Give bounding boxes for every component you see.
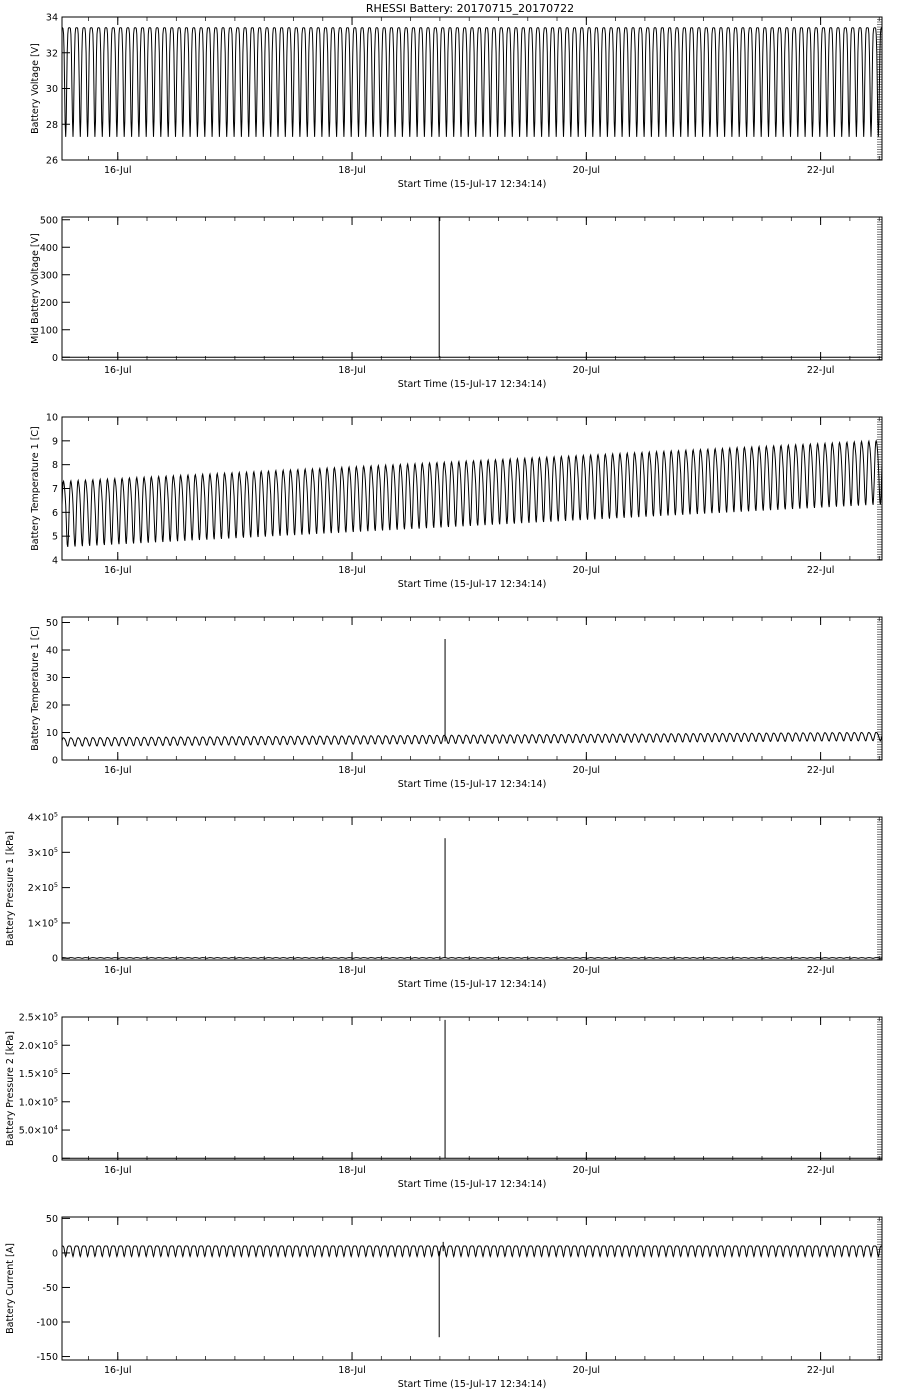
y-tick-label: 300 xyxy=(39,270,58,282)
y-axis-title: Battery Pressure 1 [kPa] xyxy=(5,831,16,946)
y-tick-exponent: 5 xyxy=(53,845,58,854)
x-minor-ticks xyxy=(89,1217,880,1360)
y-tick-label xyxy=(28,811,58,824)
y-tick-label xyxy=(28,881,58,894)
y-tick-exponent: 4 xyxy=(53,1123,58,1132)
y-tick-mantissa: 2×10 xyxy=(27,883,54,895)
y-tick-label: -150 xyxy=(36,1352,58,1364)
y-tick-mantissa: 1.5×10 xyxy=(18,1069,54,1081)
y-axis-title: Battery Temperature 1 [C] xyxy=(30,426,41,551)
x-tick-label: 20-Jul xyxy=(572,965,601,976)
y-tick-mantissa: 0 xyxy=(51,1153,58,1165)
x-tick-label: 22-Jul xyxy=(806,965,835,976)
x-minor-ticks xyxy=(89,1017,880,1160)
x-tick-label: 22-Jul xyxy=(806,765,835,776)
panel-1 xyxy=(30,13,882,191)
x-tick-label: 20-Jul xyxy=(572,565,601,576)
x-tick-label: 16-Jul xyxy=(104,365,132,376)
x-tick-label: 22-Jul xyxy=(806,1365,835,1376)
x-minor-ticks xyxy=(89,817,880,960)
y-tick-label xyxy=(19,1095,58,1108)
y-tick-label: 4 xyxy=(51,555,58,567)
series-line xyxy=(62,1246,882,1256)
y-tick-exponent: 5 xyxy=(53,881,58,890)
y-axis-title: Battery Current [A] xyxy=(5,1243,16,1334)
y-tick-label: 40 xyxy=(45,645,58,657)
x-tick-label: 20-Jul xyxy=(572,365,601,376)
y-tick-label xyxy=(52,1154,58,1165)
y-tick-exponent: 5 xyxy=(53,1067,58,1076)
y-tick-label xyxy=(19,1011,58,1024)
panel-4 xyxy=(30,617,882,790)
x-tick-label: 18-Jul xyxy=(338,965,366,976)
right-axis-minor-ticks xyxy=(877,1020,882,1160)
y-tick-label xyxy=(52,954,58,965)
y-tick-label: 10 xyxy=(45,412,58,424)
y-tick-label xyxy=(28,846,58,859)
y-tick-label: 0 xyxy=(51,352,58,364)
x-tick-label: 22-Jul xyxy=(806,1165,835,1176)
x-tick-label: 16-Jul xyxy=(104,1365,132,1376)
series-line xyxy=(62,958,882,959)
y-tick-label: 9 xyxy=(51,436,58,448)
y-tick-label: 32 xyxy=(45,48,58,60)
x-tick-label: 22-Jul xyxy=(806,165,835,176)
y-tick-label: 0 xyxy=(51,1248,58,1260)
x-tick-label: 18-Jul xyxy=(338,165,366,176)
figure-title: RHESSI Battery: 20170715_20170722 xyxy=(365,2,575,15)
right-axis-minor-ticks xyxy=(877,220,882,360)
x-axis-title: Start Time (15-Jul-17 12:34:14) xyxy=(397,1379,547,1390)
y-tick-mantissa: 2.5×10 xyxy=(18,1012,54,1024)
panel-3 xyxy=(30,413,882,591)
y-tick-label: 400 xyxy=(39,242,58,254)
y-tick-label: 5 xyxy=(51,531,58,543)
series-line xyxy=(62,441,882,547)
plot-frame xyxy=(62,1217,882,1360)
x-tick-label: 20-Jul xyxy=(572,1365,601,1376)
x-tick-label: 18-Jul xyxy=(338,1165,366,1176)
y-axis-title: Battery Temperature 1 [C] xyxy=(30,626,41,751)
y-tick-label: 100 xyxy=(39,325,58,337)
y-tick-mantissa: 4×10 xyxy=(27,812,54,824)
right-axis-minor-ticks xyxy=(877,820,882,960)
x-axis-title: Start Time (15-Jul-17 12:34:14) xyxy=(397,379,547,390)
y-tick-label: 30 xyxy=(45,673,58,684)
y-tick-label xyxy=(19,1067,58,1080)
y-tick-label: 6 xyxy=(51,507,58,519)
y-tick-label xyxy=(19,1039,58,1052)
x-tick-label: 22-Jul xyxy=(806,565,835,576)
x-tick-label: 18-Jul xyxy=(338,1365,366,1376)
plot-frame xyxy=(62,217,882,360)
x-axis-title: Start Time (15-Jul-17 12:34:14) xyxy=(397,779,547,790)
x-minor-ticks xyxy=(89,617,880,760)
x-tick-label: 16-Jul xyxy=(104,765,132,776)
right-axis-minor-ticks xyxy=(877,1220,882,1360)
y-tick-label: 30 xyxy=(45,84,58,95)
x-tick-label: 22-Jul xyxy=(806,365,835,376)
y-tick-label: 200 xyxy=(39,297,58,309)
x-tick-label: 16-Jul xyxy=(104,1165,132,1176)
y-tick-label: 50 xyxy=(45,1213,58,1225)
y-tick-exponent: 5 xyxy=(53,1095,58,1104)
x-tick-label: 18-Jul xyxy=(338,565,366,576)
y-axis-title: Battery Voltage [V] xyxy=(30,43,41,134)
y-tick-mantissa: 3×10 xyxy=(27,847,54,859)
panel-5 xyxy=(5,811,882,991)
y-tick-exponent: 5 xyxy=(53,916,58,925)
y-tick-mantissa: 0 xyxy=(51,953,58,965)
x-tick-label: 16-Jul xyxy=(104,565,132,576)
y-tick-label: 20 xyxy=(45,700,58,712)
panel-2 xyxy=(30,215,882,390)
x-axis-title: Start Time (15-Jul-17 12:34:14) xyxy=(397,1179,547,1190)
y-tick-exponent: 5 xyxy=(53,1038,58,1047)
y-tick-mantissa: 1×10 xyxy=(27,918,54,930)
x-tick-label: 18-Jul xyxy=(338,765,366,776)
y-tick-label: 0 xyxy=(51,755,58,767)
x-tick-label: 16-Jul xyxy=(104,965,132,976)
series-line xyxy=(62,28,882,137)
y-tick-exponent: 5 xyxy=(53,810,58,819)
y-tick-mantissa: 2.0×10 xyxy=(18,1040,54,1052)
y-axis-title: Mid Battery Voltage [V] xyxy=(30,233,41,344)
y-tick-label: 7 xyxy=(51,484,58,495)
x-axis-title: Start Time (15-Jul-17 12:34:14) xyxy=(397,579,547,590)
y-tick-mantissa: 1.0×10 xyxy=(18,1097,54,1109)
y-tick-label: 34 xyxy=(45,12,58,24)
y-tick-exponent: 5 xyxy=(53,1010,58,1019)
y-tick-label: 8 xyxy=(51,460,58,472)
x-tick-label: 20-Jul xyxy=(572,765,601,776)
y-tick-label xyxy=(28,916,58,929)
y-tick-label: 50 xyxy=(45,618,58,629)
y-axis-title: Battery Pressure 2 [kPa] xyxy=(5,1031,16,1146)
y-tick-mantissa: 5.0×10 xyxy=(18,1125,54,1137)
x-tick-label: 18-Jul xyxy=(338,365,366,376)
y-tick-label: 28 xyxy=(45,119,58,131)
plot-frame xyxy=(62,1017,882,1160)
y-tick-label xyxy=(19,1124,58,1137)
y-tick-label: 26 xyxy=(45,155,58,167)
x-axis-title: Start Time (15-Jul-17 12:34:14) xyxy=(397,179,547,190)
x-axis-title: Start Time (15-Jul-17 12:34:14) xyxy=(397,979,547,990)
panel-7 xyxy=(5,1214,882,1390)
y-tick-label: -100 xyxy=(36,1317,58,1329)
panel-6 xyxy=(5,1011,882,1191)
plot-frame xyxy=(62,817,882,960)
y-tick-label: -50 xyxy=(42,1282,58,1294)
y-tick-label: 500 xyxy=(39,215,58,227)
x-minor-ticks xyxy=(89,217,880,360)
x-tick-label: 20-Jul xyxy=(572,1165,601,1176)
y-tick-label: 10 xyxy=(45,728,58,739)
series-line xyxy=(62,732,882,746)
x-tick-label: 16-Jul xyxy=(104,165,132,176)
x-tick-label: 20-Jul xyxy=(572,165,601,176)
